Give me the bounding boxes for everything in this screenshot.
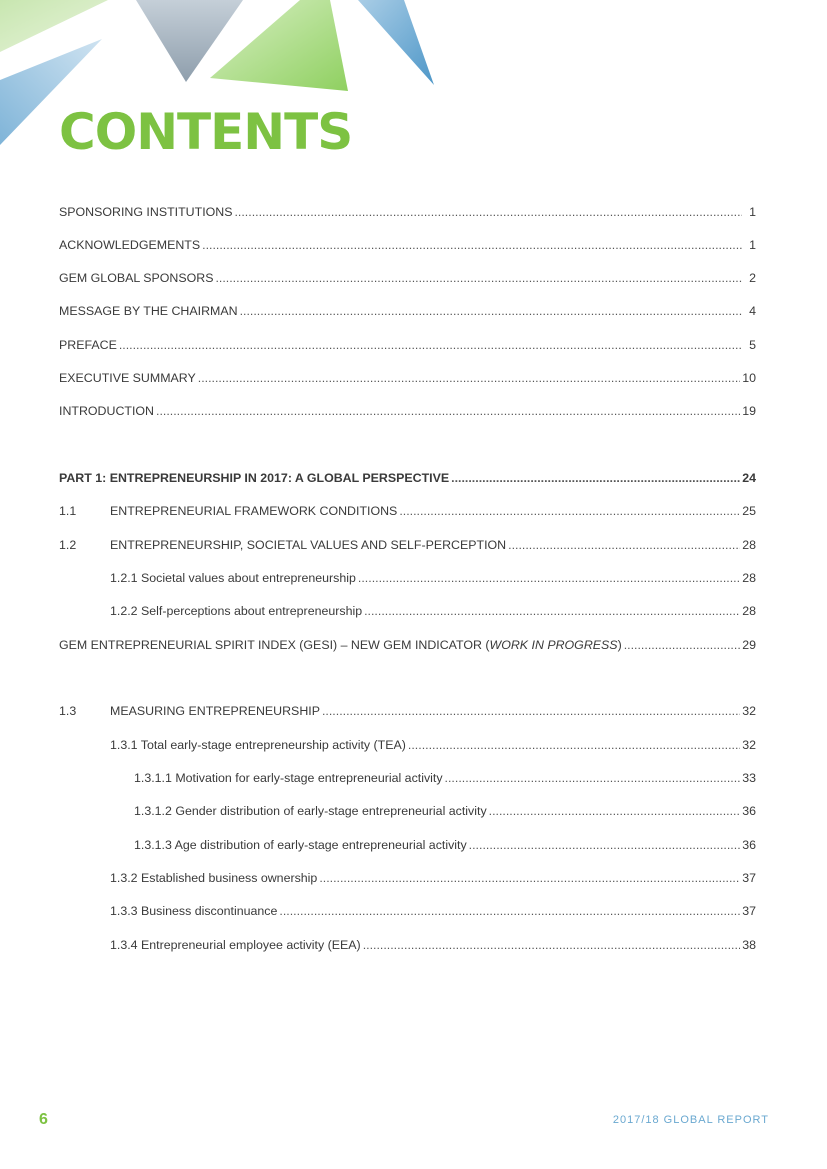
dot-leader xyxy=(469,835,741,855)
toc-entry-page: 33 xyxy=(742,771,756,785)
dot-leader xyxy=(364,601,740,621)
dot-leader xyxy=(156,401,740,421)
toc-entry-page: 32 xyxy=(742,738,756,752)
dot-leader xyxy=(234,202,742,222)
toc-entry-label: 1.3.4 Entrepreneurial employee activity (EEA) xyxy=(110,938,361,952)
toc-entry-label xyxy=(59,635,622,655)
toc-entry-label: 1.3.1.1 Motivation for early-stage entrepreneurial activity xyxy=(134,771,443,785)
toc-entry-label: GEM GLOBAL SPONSORS xyxy=(59,271,214,285)
toc-entry-label: ENTREPRENEURIAL FRAMEWORK CONDITIONS xyxy=(110,504,398,518)
toc-entry-page: 37 xyxy=(742,871,756,885)
blue-triangle xyxy=(358,0,434,85)
toc-entry-label: ENTREPRENEURSHIP, SOCIETAL VALUES AND SELF-PERCEPTION xyxy=(110,538,507,552)
toc-entry-page: 25 xyxy=(742,504,756,518)
toc-entry-executive-summary[interactable] xyxy=(59,368,756,388)
toc-entry-label: MESSAGE BY THE CHAIRMAN xyxy=(59,304,238,318)
toc-entry-1-3-1[interactable] xyxy=(110,735,756,755)
dot-leader xyxy=(322,701,740,721)
toc-entry-page: 19 xyxy=(742,404,756,418)
toc-entry-label: INTRODUCTION xyxy=(59,404,154,418)
toc-entry-acknowledgements[interactable] xyxy=(59,235,756,255)
dot-leader xyxy=(445,768,741,788)
toc-entry-page: 38 xyxy=(742,938,756,952)
dot-leader xyxy=(240,301,742,321)
toc-entry-page: 2 xyxy=(749,271,756,285)
toc-entry-label: 1.3.1.3 Age distribution of early-stage entrepreneurial activity xyxy=(134,838,467,852)
toc-entry-page: 28 xyxy=(742,538,756,552)
toc-entry-page: 36 xyxy=(742,804,756,818)
toc-entry-label: PART 1: ENTREPRENEURSHIP IN 2017: A GLOBAL PERSPECTIVE xyxy=(59,471,450,485)
toc-entry-label: 1.3.3 Business discontinuance xyxy=(110,904,278,918)
toc-entry-page: 4 xyxy=(749,304,756,318)
toc-entry-page: 10 xyxy=(742,371,756,385)
toc-entry-1-3[interactable] xyxy=(59,701,756,721)
toc-entry-1-3-4[interactable] xyxy=(110,935,756,955)
dot-leader xyxy=(363,935,741,955)
dot-leader xyxy=(279,901,740,921)
toc-entry-label: MEASURING ENTREPRENEURSHIP xyxy=(110,704,320,718)
toc-entry-page: 1 xyxy=(749,238,756,252)
report-label: 2017/18 GLOBAL REPORT xyxy=(612,1114,769,1126)
toc-entry-page: 5 xyxy=(749,338,756,352)
toc-entry-label-italic: WORK IN PROGRESS xyxy=(489,638,618,652)
toc-entry-1-2-1[interactable] xyxy=(110,568,756,588)
toc-entry-number: 1.1 xyxy=(59,504,77,518)
toc-entry-label: 1.3.1 Total early-stage entrepreneurship activity (TEA) xyxy=(110,738,406,752)
toc-entry-label-part: ) xyxy=(617,638,622,652)
toc-entry-1-3-1-3[interactable] xyxy=(134,835,756,855)
toc-entry-gem-global-sponsors[interactable] xyxy=(59,268,756,288)
toc-entry-label: 1.3.2 Established business ownership xyxy=(110,871,318,885)
toc-entry-message-by-chairman[interactable] xyxy=(59,301,756,321)
dot-leader xyxy=(319,868,740,888)
toc-entry-page: 32 xyxy=(742,704,756,718)
page-number: 6 xyxy=(39,1111,48,1128)
toc-entry-1-3-3[interactable] xyxy=(110,901,756,921)
toc-entry-label: PREFACE xyxy=(59,338,117,352)
dot-leader xyxy=(399,501,740,521)
dot-leader xyxy=(489,801,741,821)
toc-entry-label: SPONSORING INSTITUTIONS xyxy=(59,205,233,219)
dot-leader xyxy=(451,468,740,488)
toc-entry-page: 28 xyxy=(742,604,756,618)
dot-leader xyxy=(202,235,742,255)
toc-entry-sponsoring-institutions[interactable] xyxy=(59,202,756,222)
toc-entry-number: 1.2 xyxy=(59,538,77,552)
dot-leader xyxy=(215,268,742,288)
toc-entry-label: 1.3.1.2 Gender distribution of early-stage entrepreneurial activity xyxy=(134,804,487,818)
toc-entry-page: 28 xyxy=(742,571,756,585)
toc-entry-part-1[interactable] xyxy=(59,468,756,488)
toc-entry-page: 37 xyxy=(742,904,756,918)
toc-entry-1-2[interactable] xyxy=(59,535,756,555)
dot-leader xyxy=(119,335,742,355)
toc-entry-1-1[interactable] xyxy=(59,501,756,521)
toc-entry-1-2-2[interactable] xyxy=(110,601,756,621)
dot-leader xyxy=(358,568,740,588)
toc-entry-number: 1.3 xyxy=(59,704,77,718)
toc-entry-introduction[interactable] xyxy=(59,401,756,421)
toc-entry-preface[interactable] xyxy=(59,335,756,355)
toc-entry-label: ACKNOWLEDGEMENTS xyxy=(59,238,201,252)
toc-entry-1-3-1-2[interactable] xyxy=(134,801,756,821)
toc-entry-page: 29 xyxy=(742,638,756,652)
toc-entry-label-part: GEM ENTREPRENEURIAL SPIRIT INDEX (GESI) – NEW GEM INDICATOR ( xyxy=(59,638,490,652)
toc-entry-page: 36 xyxy=(742,838,756,852)
toc-entry-label: 1.2.1 Societal values about entrepreneurship xyxy=(110,571,356,585)
dot-leader xyxy=(508,535,740,555)
toc-entry-label: EXECUTIVE SUMMARY xyxy=(59,371,196,385)
toc-entry-page: 1 xyxy=(749,205,756,219)
page-title: CONTENTS xyxy=(59,103,353,161)
dot-leader xyxy=(624,635,740,655)
toc-entry-page: 24 xyxy=(742,471,756,485)
dot-leader xyxy=(198,368,740,388)
toc-entry-1-3-2[interactable] xyxy=(110,868,756,888)
dot-leader xyxy=(408,735,740,755)
toc-entry-1-3-1-1[interactable] xyxy=(134,768,756,788)
toc-entry-gesi[interactable] xyxy=(59,635,756,655)
toc-entry-label: 1.2.2 Self-perceptions about entrepreneurship xyxy=(110,604,363,618)
